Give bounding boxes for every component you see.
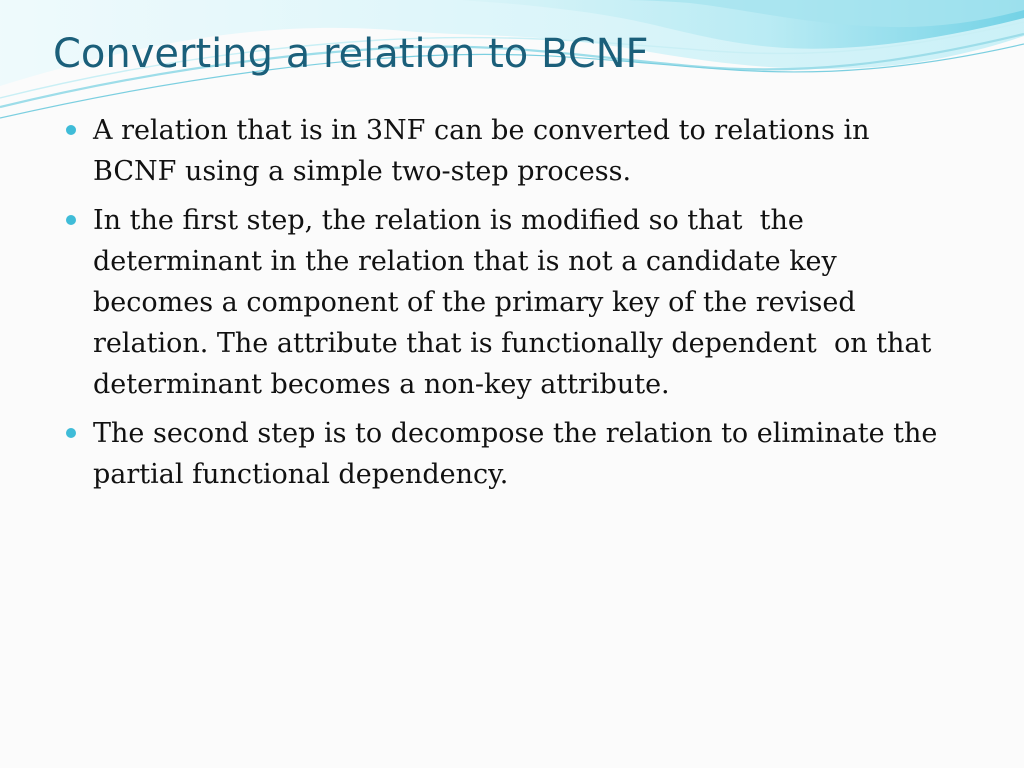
bullet-text-3: The second step is to decompose the relation to eliminate the partial functional dependency. bbox=[93, 418, 946, 490]
bullet-item-2 bbox=[66, 200, 946, 405]
disc-bullet-icon bbox=[66, 125, 76, 135]
slide-title: Converting a relation to BCNF bbox=[53, 31, 649, 77]
disc-bullet-icon bbox=[66, 428, 76, 438]
bullet-text-1: A relation that is in 3NF can be converted to relations in BCNF using a simple two-step process. bbox=[93, 115, 879, 187]
bullet-item-1 bbox=[66, 110, 946, 192]
bullet-list bbox=[66, 110, 946, 503]
bullet-item-3 bbox=[66, 413, 946, 495]
bullet-text-2: In the first step, the relation is modified so that the determinant in the relation that is not a candidate key becomes a component of the primary key of the revised relation. The attribute that is functionally dependent on that determinant becomes a non-key attribute. bbox=[93, 205, 940, 400]
disc-bullet-icon bbox=[66, 215, 76, 225]
